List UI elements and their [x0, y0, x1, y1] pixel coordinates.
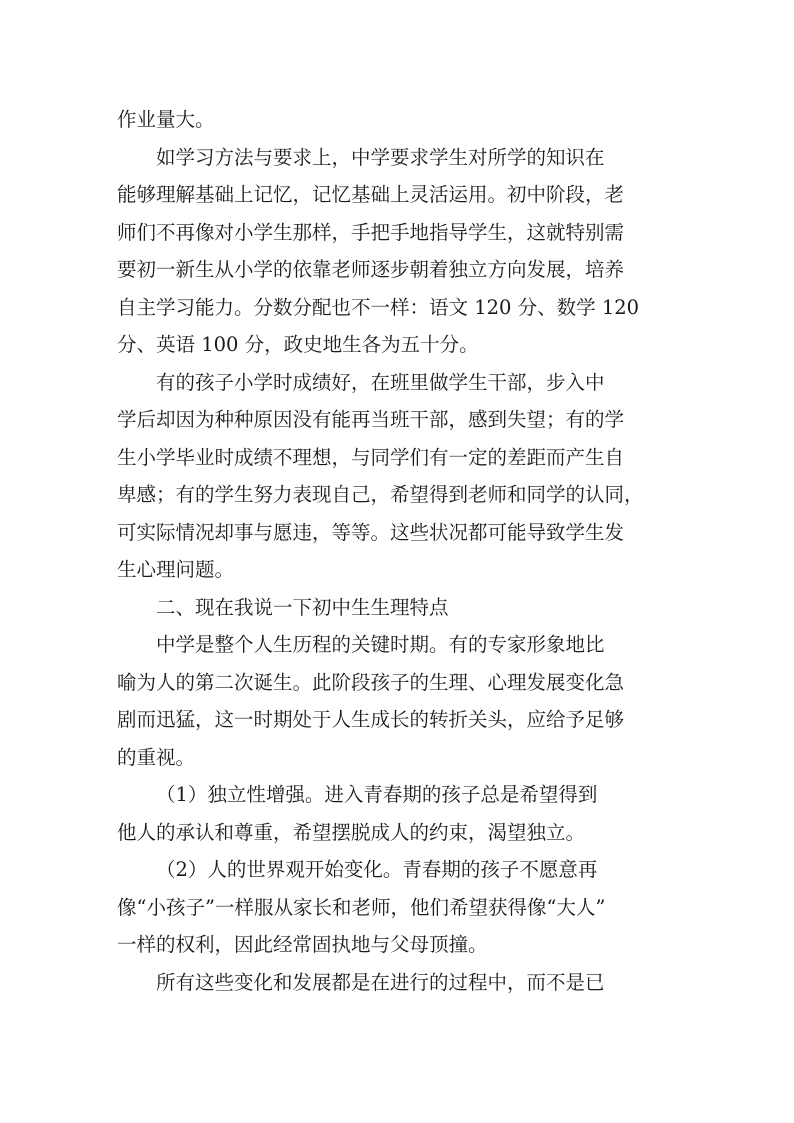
- paragraph: [117, 964, 690, 1002]
- paragraph: [117, 139, 690, 364]
- text-line: 可实际情况却事与愿违，等等。这些状况都可能导致学生发: [117, 520, 625, 544]
- text-line: （2）人的世界观开始变化。青春期的孩子不愿意再: [156, 858, 598, 881]
- text-line: 师们不再像对小学生那样，手把手地指导学生，这就特别需: [117, 220, 625, 244]
- text-line: 学后却因为种种原因没有能再当班干部，感到失望；有的学: [117, 408, 625, 431]
- text-line: 要初一新生从小学的依靠老师逐步朝着独立方向发展，培养: [117, 258, 625, 281]
- body-text: [117, 101, 690, 1001]
- text-line: 卑感；有的学生努力表现自己，希望得到老师和同学的认同，: [117, 483, 644, 506]
- text-line: 有的孩子小学时成绩好，在班里做学生干部，步入中: [156, 370, 605, 394]
- text-line: 自主学习能力。分数分配也不一样：语文 120 分、数学 120: [117, 295, 640, 319]
- text-line: 分、英语 100 分，政史地生各为五十分。: [117, 333, 479, 356]
- text-line: 他人的承认和尊重，希望摆脱成人的约束，渴望独立。: [117, 820, 586, 844]
- text-line: 喻为人的第二次诞生。此阶段孩子的生理、心理发展变化急: [117, 670, 625, 694]
- paragraph: [117, 589, 690, 627]
- text-line: 的重视。: [117, 745, 196, 769]
- text-line: 生小学毕业时成绩不理想，与同学们有一定的差距而产生自: [117, 445, 625, 469]
- paragraph: [117, 364, 690, 589]
- text-line: 一样的权利，因此经常固执地与父母顶撞。: [117, 933, 488, 956]
- text-line: 像“小孩子”一样服从家长和老师，他们希望获得像“大人”: [117, 895, 606, 919]
- text-line: 剧而迅猛，这一时期处于人生成长的转折关头，应给予足够: [117, 708, 625, 731]
- text-line: 作业量大。: [117, 108, 215, 131]
- paragraph: [117, 851, 690, 964]
- text-line: （1）独立性增强。进入青春期的孩子总是希望得到: [156, 783, 598, 806]
- paragraph: [117, 101, 690, 139]
- paragraph: [117, 626, 690, 776]
- paragraph: [117, 776, 690, 851]
- text-line: 能够理解基础上记忆，记忆基础上灵活运用。初中阶段，老: [117, 183, 625, 206]
- text-line: 中学是整个人生历程的关键时期。有的专家形象地比: [156, 633, 605, 656]
- text-line: 如学习方法与要求上，中学要求学生对所学的知识在: [156, 145, 605, 169]
- text-line: 生心理问题。: [117, 558, 235, 581]
- text-line: 所有这些变化和发展都是在进行的过程中，而不是已: [156, 970, 605, 994]
- text-line: 二、现在我说一下初中生生理特点: [156, 595, 449, 619]
